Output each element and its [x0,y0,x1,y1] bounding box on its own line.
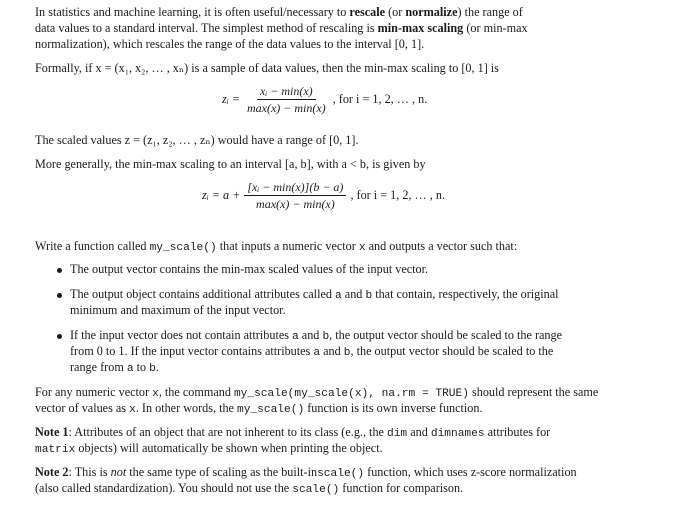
note-1-line-1 [35,425,550,442]
bullet-text: to [133,360,150,374]
bullet-text: that contain, respectively, the original [372,287,559,301]
bullet-text: and [298,328,323,342]
code-x: x [129,404,136,416]
task-text: that inputs a numeric vector [216,239,359,253]
note-text: (also called standardization). You should not use the [35,481,293,495]
code-matrix: matrix [35,444,76,456]
intro-text: normalization), which rescales the range of the data values to the interval [0, 1]. [35,37,425,51]
emphasis-not: not [110,465,127,479]
formally-line [35,61,499,76]
code-dimnames: dimnames [430,428,485,440]
intro-line-2 [35,21,528,36]
bullet-text: , the output vector should be scaled to the [350,344,554,358]
inverse-text: vector of values as [35,401,130,415]
code-a: a [292,331,299,343]
bullet-text: range from [70,360,127,374]
intro-text: (or min-max [463,21,528,35]
general-line [35,157,426,172]
code-a: a [313,347,321,359]
code-my-scale: my_scale() [237,404,305,416]
bullet-text: and [341,287,366,301]
code-my-scale: my_scale() [149,242,217,254]
bullet-text: The output vector contains the min-max scaled values of the input vector. [70,262,429,276]
scaled-range-text: The scaled values z = (z₁, z₂, … , zₙ) would have a range of [0, 1]. [35,133,359,147]
term-rescale: rescale [349,5,386,19]
code-x: x [358,242,366,254]
bullet-3-line-2 [70,344,553,361]
bullet-text: and [320,344,344,358]
eq1-denominator: max(x) − min(x) [246,101,326,115]
eq2-fraction [244,180,346,211]
note-text: and [407,425,431,439]
inverse-line-1 [35,385,598,402]
eq1-tail: , for i = 1, 2, … , n. [332,92,428,106]
bullet-text: The output object contains additional attributes called [70,287,336,301]
intro-text: ) the range of [457,5,523,19]
intro-text: data values to a standard interval. The simplest method of rescaling is [35,21,378,35]
note-2-line-1 [35,465,577,482]
eq1-fraction [244,84,329,115]
note-text: the same type of scaling as the built-in [126,465,318,479]
bullet-text: If the input vector does not contain attributes [70,328,293,342]
bullet-3-line-1 [70,328,562,345]
equation-min-max-ab [202,180,445,211]
code-dim: dim [387,428,408,440]
note-text: : Attributes of an object that are not inherent to its class (e.g., the [68,425,387,439]
intro-line-3 [35,37,424,52]
inverse-line-2 [35,401,483,418]
inverse-text: , the command [158,385,234,399]
note-1-label: Note 1 [35,425,69,439]
bullet-dot [57,293,62,298]
bullet-dot [57,334,62,339]
scaled-range-line [35,133,359,148]
note-text: function for comparison. [339,481,464,495]
eq2-tail: , for i = 1, 2, … , n. [350,188,445,202]
task-text: and outputs a vector such that: [365,239,518,253]
equation-min-max-01 [222,84,427,115]
eq2-denominator: max(x) − min(x) [256,197,335,211]
code-b: b [322,331,330,343]
bullet-text: . [155,360,159,374]
intro-line-1 [35,5,523,20]
inverse-text: function is its own inverse function. [304,401,483,415]
intro-text: (or [385,5,406,19]
code-b: b [343,347,351,359]
code-b: b [365,290,373,302]
general-text: More generally, the min-max scaling to an interval [a, b], with a < b, is given by [35,157,426,171]
bullet-3-line-3 [70,360,159,377]
code-b: b [149,363,156,375]
intro-text: In statistics and machine learning, it is often useful/necessary to [35,5,350,19]
task-text: Write a function called [35,239,150,253]
term-min-max-scaling: min-max scaling [377,21,464,35]
code-a: a [126,363,134,375]
bullet-dot [57,268,62,273]
eq1-numerator: xᵢ − min(x) [257,84,316,100]
code-scale: scale() [292,484,340,496]
code-scale: scale() [317,468,365,480]
bullet-1 [70,262,428,277]
eq2-lhs: zᵢ = a + [202,188,241,202]
note-2-line-2 [35,481,463,498]
note-text: attributes for [484,425,551,439]
inverse-text: . In other words, the [135,401,238,415]
bullet-text: , the output vector should be scaled to the range [329,328,563,342]
bullet-2-line-1 [70,287,559,304]
bullet-2-line-2 [70,303,286,318]
code-command: my_scale(my_scale(x), na.rm = TRUE) [233,388,469,400]
note-2-label: Note 2 [35,465,69,479]
note-1-line-2 [35,441,383,458]
note-text: : This is [68,465,111,479]
term-normalize: normalize [405,5,458,19]
code-x: x [152,388,159,400]
formally-text: Formally, if x = (x₁, x₂, … , xₙ) is a sample of data values, then the min-max scaling to [0, 1] is [35,61,499,75]
code-a: a [335,290,342,302]
eq1-lhs: zᵢ = [222,92,240,106]
inverse-text: should represent the same [468,385,599,399]
bullet-text: minimum and maximum of the input vector. [70,303,286,317]
note-text: objects) will automatically be shown when printing the object. [75,441,383,455]
eq2-numerator: [xᵢ − min(x)](b − a) [244,180,346,196]
note-text: function, which uses z-score normalization [364,465,577,479]
inverse-text: For any numeric vector [35,385,153,399]
bullet-text: from 0 to 1. If the input vector contains attributes [70,344,314,358]
task-line [35,239,517,256]
